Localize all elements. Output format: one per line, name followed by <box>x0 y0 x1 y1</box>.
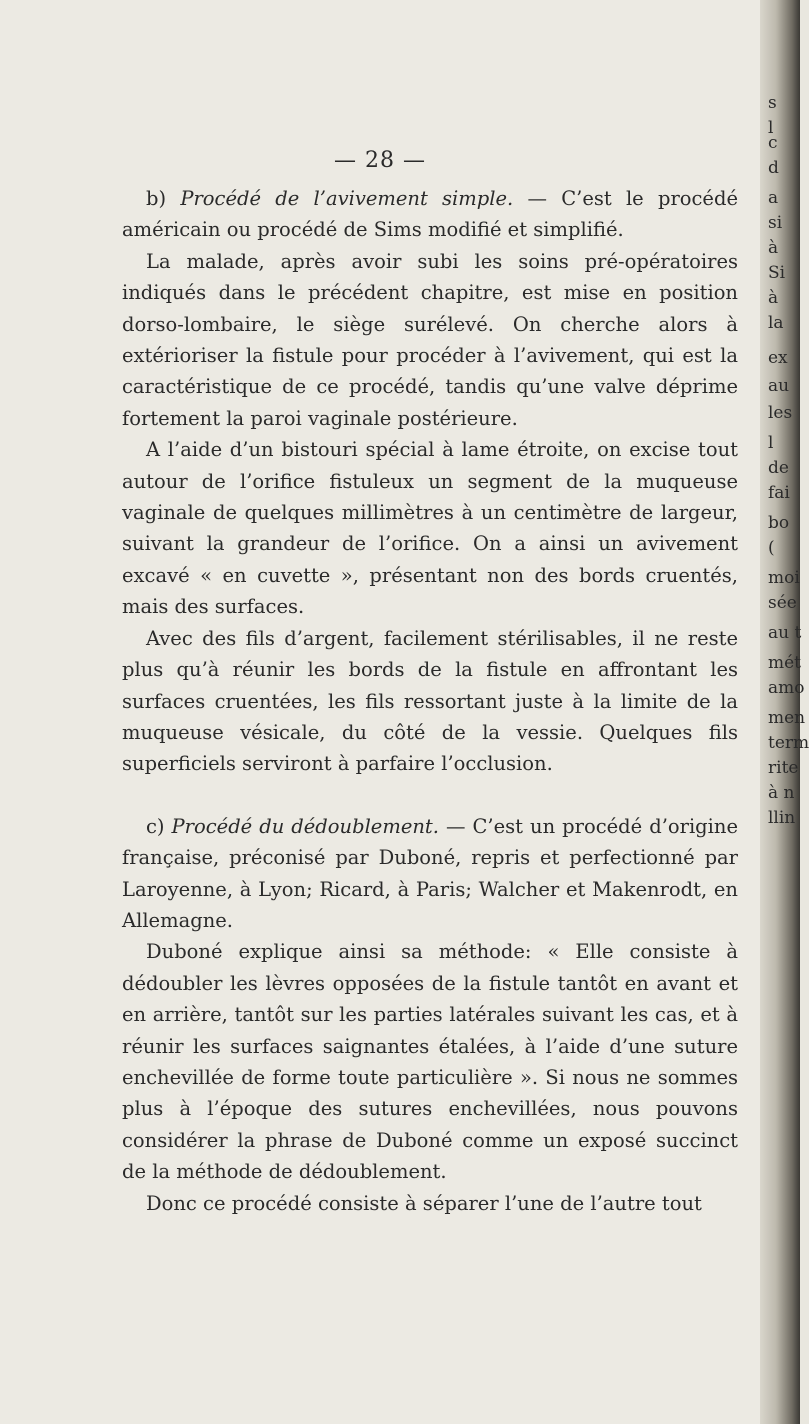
next-page-edge-fragment: rite <box>768 758 799 778</box>
paragraph: A l’aide d’un bistouri spécial à lame étroite, on excise tout autour de l’orifice fistuleux un segment de la muqueuse vaginale de quelques millimètres à un centimètre de largeur, suivant la grandeur de l’orifice. On a ainsi un avivement excavé « en cuvette », présentant non des bords cruentés, mais des surfaces. <box>122 438 738 619</box>
next-page-edge-fragment: si <box>768 213 783 233</box>
next-page-edge-fragment: à <box>768 288 779 308</box>
next-page-edge-fragment: au <box>768 376 790 396</box>
next-page-edge-fragment: à <box>768 238 779 258</box>
next-page-edge-fragment: la <box>768 313 784 333</box>
paragraph: La malade, après avoir subi les soins pré-opératoires indiqués dans le précédent chapitre, est mise en position dorso-lombaire, le siège surélevé. On cherche alors à extérioriser la fistule pour procéder à l’avivement, qui est la caractéristique de ce procédé, tandis qu’une valve déprime fortement la paroi vaginale postérieure. <box>122 249 738 430</box>
section-title: Procédé de l’avivement simple. <box>180 187 514 210</box>
paragraph: Avec des fils d’argent, facilement stérilisables, il ne reste plus qu’à réunir les bords de la fistule en affrontant les surfaces cruentées, les fils ressortant juste à la limite de la muqueuse vésicale, du côté de la vessie. Quelques fils superficiels serviront à parfaire l’occlusion. <box>122 626 738 776</box>
paragraph: Donc ce procédé consiste à séparer l’une de l’autre tout <box>146 1191 702 1215</box>
next-page-edge-fragment: mét <box>768 653 802 673</box>
section-label: c) <box>146 814 165 838</box>
next-page-edge-fragment: amo <box>768 678 805 698</box>
next-page-edge-fragment: de <box>768 458 789 478</box>
paragraph-b-heading <box>122 183 738 246</box>
book-gutter <box>760 0 809 1424</box>
next-page-edge-fragment: llin <box>768 808 796 828</box>
next-page-edge-fragment: ex <box>768 348 788 368</box>
next-page-edge-fragment: ( <box>768 538 775 558</box>
body-text <box>122 183 738 1219</box>
page-number: — 28 — <box>334 148 426 173</box>
paragraph: Duboné explique ainsi sa méthode: « Elle consiste à dédoubler les lèvres opposées de la fistule tantôt en avant et en arrière, tantôt sur les parties latérales suivant les cas, et à réunir les surfaces saignantes étalées, à l’aide d’une suture enchevillée de forme toute particulière ». Si nous ne sommes plus à l’époque des sutures enchevillées, nous pouvons considérer la phrase de Duboné comme un exposé succinct de la méthode de dédoublement. <box>122 940 738 1184</box>
next-page-edge-fragment: d <box>768 158 779 178</box>
next-page-edge-fragment: à n <box>768 783 795 803</box>
next-page-edge-fragment: sée <box>768 593 797 613</box>
paragraph-text: — C’est un procédé d’origine française, préconisé par Duboné, repris et perfectionné par Laroyenne, à Lyon; Ricard, à Paris; Walcher et Makenrodt, en Allemagne. <box>122 814 739 932</box>
next-page-edge-fragment: c <box>768 133 778 153</box>
section-label: b) <box>146 187 167 210</box>
paragraph-c-heading <box>122 811 738 937</box>
next-page-edge-fragment: l <box>768 433 774 453</box>
next-page-edge-fragment: les <box>768 403 793 423</box>
next-page-edge-fragment: term <box>768 733 809 753</box>
next-page-edge-fragment: l <box>768 118 774 138</box>
next-page-edge-fragment: men <box>768 708 806 728</box>
next-page-edge-fragment: bo <box>768 513 790 533</box>
next-page-edge-fragment: moi <box>768 568 800 588</box>
next-page-edge-fragment: Si <box>768 263 786 283</box>
section-title: Procédé du dédoublement. <box>171 814 439 838</box>
next-page-edge-fragment: fai <box>768 483 790 503</box>
next-page-edge-fragment: au t <box>768 623 802 643</box>
next-page-edge-fragment: s <box>768 93 777 113</box>
paragraph-text: — C’est le procédé américain ou procédé de Sims modifié et simplifié. <box>122 187 738 242</box>
next-page-edge-fragment: a <box>768 188 779 208</box>
